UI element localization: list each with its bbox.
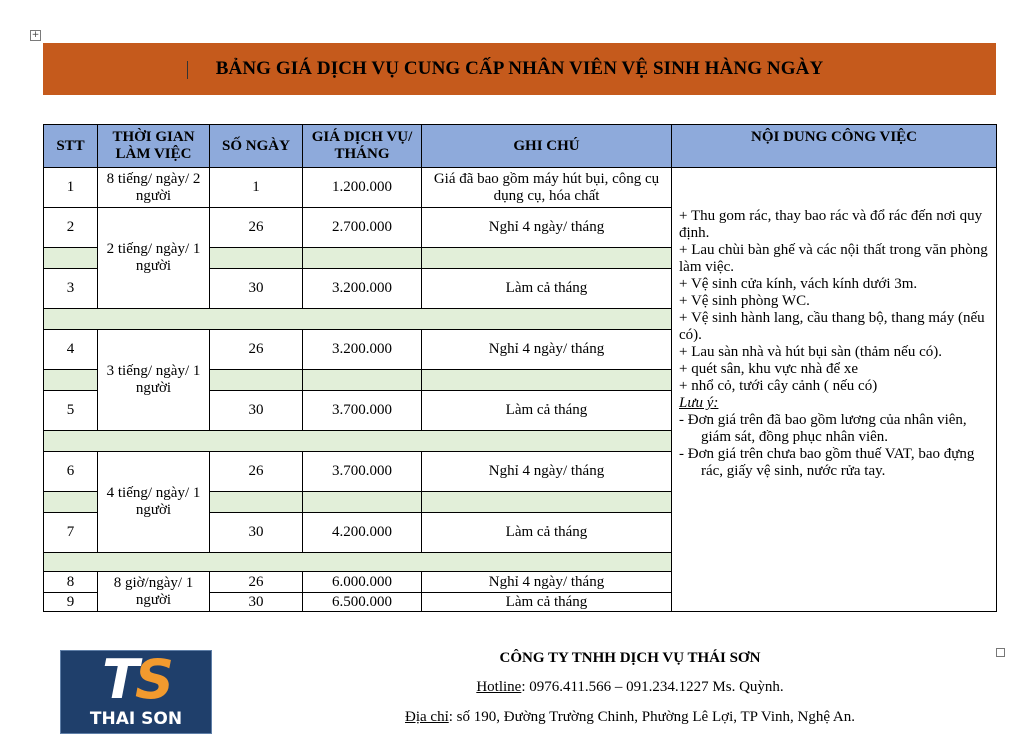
cell-price: 3.700.000	[303, 452, 422, 492]
cell-time: 3 tiếng/ ngày/ 1 người	[98, 330, 210, 431]
resize-handle-icon[interactable]	[996, 648, 1005, 657]
cell-days: 26	[210, 208, 303, 248]
cell-stt: 1	[44, 168, 98, 208]
cell-note: Làm cả tháng	[422, 391, 672, 431]
cell-days: 26	[210, 572, 303, 593]
content-line: + Vệ sinh phòng WC.	[679, 293, 810, 309]
cell-stt: 6	[44, 452, 98, 492]
cell-price: 3.200.000	[303, 330, 422, 370]
content-line: + Thu gom rác, thay bao rác và đổ rác đến nơi quy định.	[679, 208, 983, 241]
cell-price: 1.200.000	[303, 168, 422, 208]
cell-time: 8 giờ/ngày/ 1 người	[98, 572, 210, 612]
cell-time: 2 tiếng/ ngày/ 1 người	[98, 208, 210, 309]
work-content-cell	[672, 168, 997, 612]
header-note: GHI CHÚ	[422, 125, 672, 168]
cell-stt: 4	[44, 330, 98, 370]
address-value: : số 190, Đường Trường Chinh, Phường Lê Lợi, TP Vinh, Nghệ An.	[448, 709, 855, 725]
cell-stt: 3	[44, 269, 98, 309]
cell-price: 4.200.000	[303, 513, 422, 553]
header-days: SỐ NGÀY	[210, 125, 303, 168]
content-line: + quét sân, khu vực nhà để xe	[679, 361, 859, 377]
cell-days: 26	[210, 330, 303, 370]
content-line: + Vệ sinh cửa kính, vách kính dưới 3m.	[679, 276, 918, 292]
content-line: + Lau chùi bàn ghế và các nội thất trong văn phòng làm việc.	[679, 242, 988, 275]
cell-days: 30	[210, 391, 303, 431]
cell-price: 3.200.000	[303, 269, 422, 309]
header-time: THỜI GIAN LÀM VIỆC	[98, 125, 210, 168]
company-address	[240, 709, 1020, 726]
cell-stt: 5	[44, 391, 98, 431]
note-item: - Đơn giá trên đã bao gồm lương của nhân viên, giám sát, đồng phục nhân viên.	[679, 412, 967, 445]
content-line: + nhổ cỏ, tưới cây cảnh ( nếu có)	[679, 378, 878, 394]
content-line: + Lau sàn nhà và hút bụi sàn (thảm nếu có).	[679, 344, 942, 360]
price-table	[43, 124, 997, 612]
cell-stt: 2	[44, 208, 98, 248]
cell-price: 6.000.000	[303, 572, 422, 593]
logo-mark: TS	[102, 648, 170, 711]
logo-text: THAI SON	[89, 709, 183, 729]
cell-note: Giá đã bao gồm máy hút bụi, công cụ dụng cụ, hóa chất	[422, 168, 672, 208]
cell-note: Làm cả tháng	[422, 269, 672, 309]
cell-note: Làm cả tháng	[422, 513, 672, 553]
cell-note: Nghỉ 4 ngày/ tháng	[422, 208, 672, 248]
cell-price: 6.500.000	[303, 593, 422, 612]
cell-days: 26	[210, 452, 303, 492]
hotline-label: Hotline	[476, 679, 522, 695]
cell-days: 30	[210, 593, 303, 612]
cell-note: Nghỉ 4 ngày/ tháng	[422, 330, 672, 370]
cell-price: 2.700.000	[303, 208, 422, 248]
cell-stt: 7	[44, 513, 98, 553]
cell-days: 30	[210, 513, 303, 553]
address-label: Địa chỉ	[405, 709, 449, 725]
company-hotline	[240, 679, 1020, 696]
title-banner	[43, 43, 996, 95]
page-title: BẢNG GIÁ DỊCH VỤ CUNG CẤP NHÂN VIÊN VỆ SINH HÀNG NGÀY	[215, 58, 824, 79]
note-item: - Đơn giá trên chưa bao gồm thuế VAT, bao đựng rác, giấy vệ sinh, nước rửa tay.	[679, 446, 975, 479]
cell-price: 3.700.000	[303, 391, 422, 431]
table-move-handle-icon[interactable]: +	[31, 30, 40, 40]
header-price: GIÁ DỊCH VỤ/ THÁNG	[303, 125, 422, 168]
cell-stt: 8	[44, 572, 98, 593]
header-content: NỘI DUNG CÔNG VIỆC	[672, 125, 997, 168]
note-heading: Lưu ý:	[679, 395, 719, 411]
cell-days: 30	[210, 269, 303, 309]
table-row	[44, 168, 997, 208]
company-logo	[60, 650, 212, 734]
cell-note: Nghỉ 4 ngày/ tháng	[422, 452, 672, 492]
cell-days: 1	[210, 168, 303, 208]
text-cursor	[187, 61, 188, 79]
hotline-value: : 0976.411.566 – 091.234.1227 Ms. Quỳnh.	[521, 679, 784, 695]
cell-note: Nghỉ 4 ngày/ tháng	[422, 572, 672, 593]
table-header-row	[44, 125, 997, 168]
cell-note: Làm cả tháng	[422, 593, 672, 612]
header-stt: STT	[44, 125, 98, 168]
company-name: CÔNG TY TNHH DỊCH VỤ THÁI SƠN	[499, 650, 761, 666]
cell-stt: 9	[44, 593, 98, 612]
cell-time: 8 tiếng/ ngày/ 2 người	[98, 168, 210, 208]
cell-time: 4 tiếng/ ngày/ 1 người	[98, 452, 210, 553]
content-line: + Vệ sinh hành lang, cầu thang bộ, thang máy (nếu có).	[679, 310, 985, 343]
